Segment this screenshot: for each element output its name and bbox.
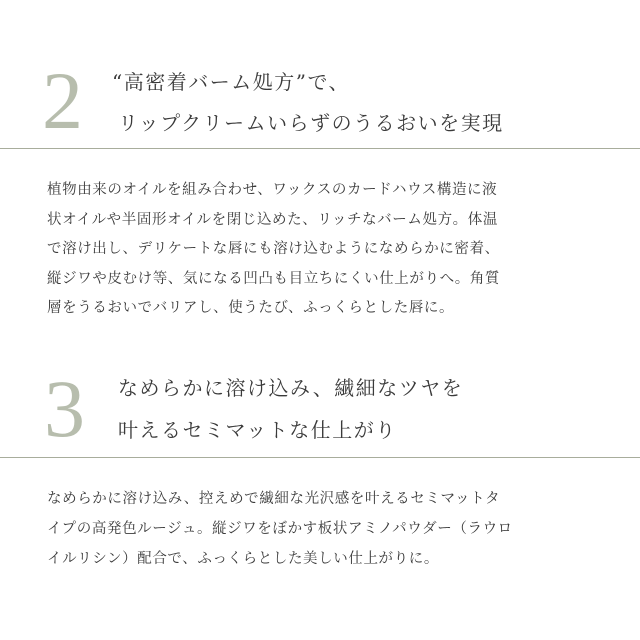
section-3-heading-line-2: 叶えるセミマットな仕上がり xyxy=(118,418,397,442)
section-3-number: 3 xyxy=(44,363,85,454)
section-2-body-line-5: 層をうるおいでバリアし、使うたび、ふっくらとした唇に。 xyxy=(47,300,455,316)
section-3-body xyxy=(47,484,607,574)
section-3-divider xyxy=(0,457,640,458)
section-2-body-line-3: で溶け出し、デリケートな唇にも溶け込むようになめらかに密着、 xyxy=(47,241,500,257)
section-3-heading-line-1: なめらかに溶け込み、繊細なツヤを xyxy=(118,376,464,400)
section-2-heading-line-1: “高密着バーム処方”で、 xyxy=(112,70,351,94)
section-3-body-line-2: イプの高発色ルージュ。縦ジワをぼかす板状アミノパウダー（ラウロ xyxy=(47,521,513,537)
section-2-number: 2 xyxy=(42,55,83,146)
section-2-body-line-4: 縦ジワや皮むけ等、気になる凹凸も目立ちにくい仕上がりへ。角質 xyxy=(47,270,500,287)
section-3-body-line-1: なめらかに溶け込み、控えめで繊細な光沢感を叶えるセミマットタ xyxy=(47,491,501,507)
section-3-body-line-3: イルリシン）配合で、ふっくらとした美しい仕上がりに。 xyxy=(47,551,439,567)
section-2-body-line-2: 状オイルや半固形オイルを閉じ込めた、リッチなバーム処方。体温 xyxy=(47,211,498,228)
section-3-heading xyxy=(118,367,463,451)
section-2-heading-line-2: リップクリームいらずのうるおいを実現 xyxy=(118,111,504,135)
section-2-body-line-1: 植物由来のオイルを組み合わせ、ワックスのカードハウス構造に液 xyxy=(47,182,498,198)
